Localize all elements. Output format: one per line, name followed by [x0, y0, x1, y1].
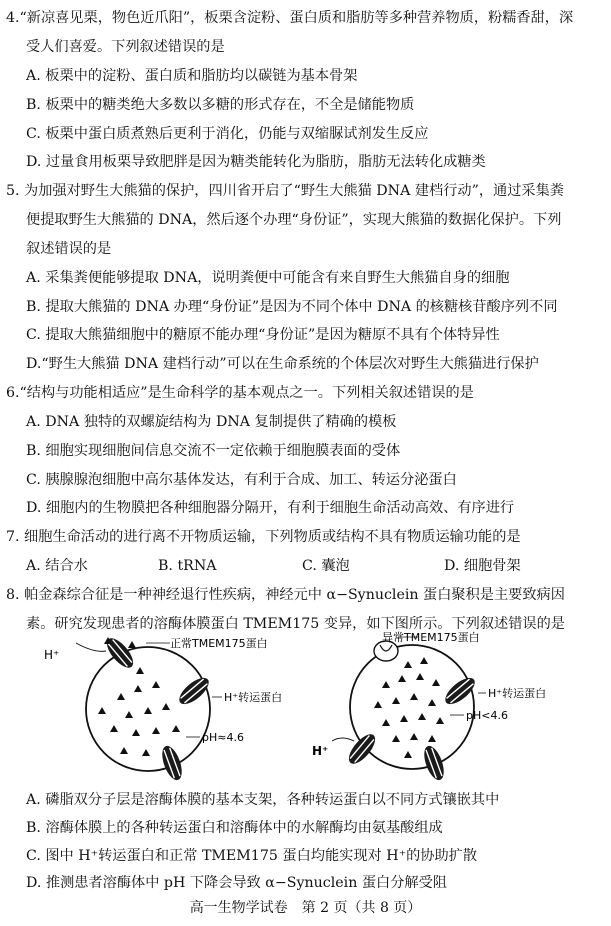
abnormal-lysosome-panel	[312, 630, 546, 781]
q6-stem-line1: 6.“结构与功能相适应”是生命科学的基本观点之一。下列相关叙述错误的是	[6, 385, 474, 401]
abnormal-tmem175-label: 异常TMEM175蛋白	[382, 631, 480, 644]
q6-option-c: C. 胰腺腺泡细胞中高尔基体发达，有利于合成、加工、转运分泌蛋白	[26, 472, 457, 488]
abnormal-h-label: H⁺	[312, 744, 329, 758]
q5-stem-line2: 便提取野生大熊猫的 DNA，然后逐个办理“身份证”，实现大熊猫的数据化保护。下列	[26, 212, 562, 228]
q4-option-a: A. 板栗中的淀粉、蛋白质和脂肪均以碳链为基本骨架	[26, 68, 358, 84]
abnormal-transporter-label: H⁺转运蛋白	[488, 687, 547, 700]
q4-option-c: C. 板栗中蛋白质煮熟后更利于消化，仍能与双缩脲试剂发生反应	[26, 126, 429, 142]
q4-stem-line2: 受人们喜爱。下列叙述错误的是	[26, 39, 225, 55]
q7-option-d: D. 细胞骨架	[444, 558, 521, 574]
q7-option-c: C. 囊泡	[302, 558, 350, 574]
q5-stem-line3: 叙述错误的是	[26, 241, 112, 257]
normal-transporter-label: H⁺转运蛋白	[224, 691, 283, 704]
q5-stem-line1: 5. 为加强对野生大熊猫的保护，四川省开启了“野生大熊猫 DNA 建档行动”，通过采集粪	[6, 183, 564, 199]
q6-option-a: A. DNA 独特的双螺旋结构为 DNA 复制提供了精确的模板	[26, 414, 397, 430]
q5-option-a: A. 采集粪便能够提取 DNA，说明粪便中可能含有来自野生大熊猫自身的细胞	[26, 270, 510, 286]
q6-option-d: D. 细胞内的生物膜把各种细胞器分隔开，有利于细胞生命活动高效、有序进行	[26, 500, 515, 516]
q7-option-b: B. tRNA	[158, 558, 217, 574]
q8-option-d: D. 推测患者溶酶体中 pH 下降会导致 α−Synuclein 蛋白分解受阻	[26, 875, 447, 891]
q4-stem-line1: 4.“新凉喜见栗，物色近爪阳”，板栗含淀粉、蛋白质和脂肪等多种营养物质，粉糯香甜，深	[6, 10, 574, 26]
q8-stem-line2: 素。研究发现患者的溶酶体膜蛋白 TMEM175 变异，如下图所示。下列叙述错误的是	[26, 616, 565, 632]
normal-tmem175-label: 正常TMEM175蛋白	[170, 637, 268, 650]
q7-option-a: A. 结合水	[26, 558, 88, 574]
abnormal-h-arrow	[332, 738, 354, 741]
q6-option-b: B. 细胞实现细胞间信息交流不一定依赖于细胞膜表面的受体	[26, 443, 401, 459]
page-footer: 高一生物学试卷 第 2 页（共 8 页）	[189, 900, 422, 916]
abnormal-ph-label: pH<4.6	[466, 709, 508, 722]
q7-stem-line1: 7. 细胞生命活动的进行离不开物质运输，下列物质或结构不具有物质运输功能的是	[6, 529, 521, 545]
q4-option-d: D. 过量食用板栗导致肥胖是因为糖类能转化为脂肪，脂肪无法转化成糖类	[26, 154, 486, 170]
normal-ph-label: pH≈4.6	[202, 731, 244, 744]
q5-option-c: C. 提取大熊猫细胞中的糖原不能办理“身份证”是因为糖原不具有个体特异性	[26, 327, 500, 343]
q7-options-row	[0, 556, 611, 576]
normal-h-arrow	[76, 643, 106, 651]
q8-option-c: C. 图中 H⁺转运蛋白和正常 TMEM175 蛋白均能实现对 H⁺的协助扩散	[26, 848, 478, 864]
q8-stem-line1: 8. 帕金森综合征是一种神经退行性疾病，神经元中 α−Synuclein 蛋白聚积是主要致病因	[6, 587, 565, 603]
q4-option-b: B. 板栗中的糖类绝大多数以多糖的形式存在，不全是储能物质	[26, 97, 415, 113]
q8-option-b: B. 溶酶体膜上的各种转运蛋白和溶酶体中的水解酶均由氨基酸组成	[26, 820, 443, 836]
q5-option-d: D.“野生大熊猫 DNA 建档行动”可以在生命系统的个体层次对野生大熊猫进行保护	[26, 356, 539, 372]
normal-lysosome-panel	[44, 634, 282, 781]
abnormal-tmem175-protein	[374, 641, 398, 661]
normal-h-label: H⁺	[44, 648, 60, 662]
q8-option-a: A. 磷脂双分子层是溶酶体膜的基本支架，各种转运蛋白以不同方式镶嵌其中	[26, 792, 500, 808]
q5-option-b: B. 提取大熊猫的 DNA 办理“身份证”是因为不同个体中 DNA 的核糖核苷酸序列不同	[26, 299, 558, 315]
lysosome-figure	[36, 623, 576, 781]
